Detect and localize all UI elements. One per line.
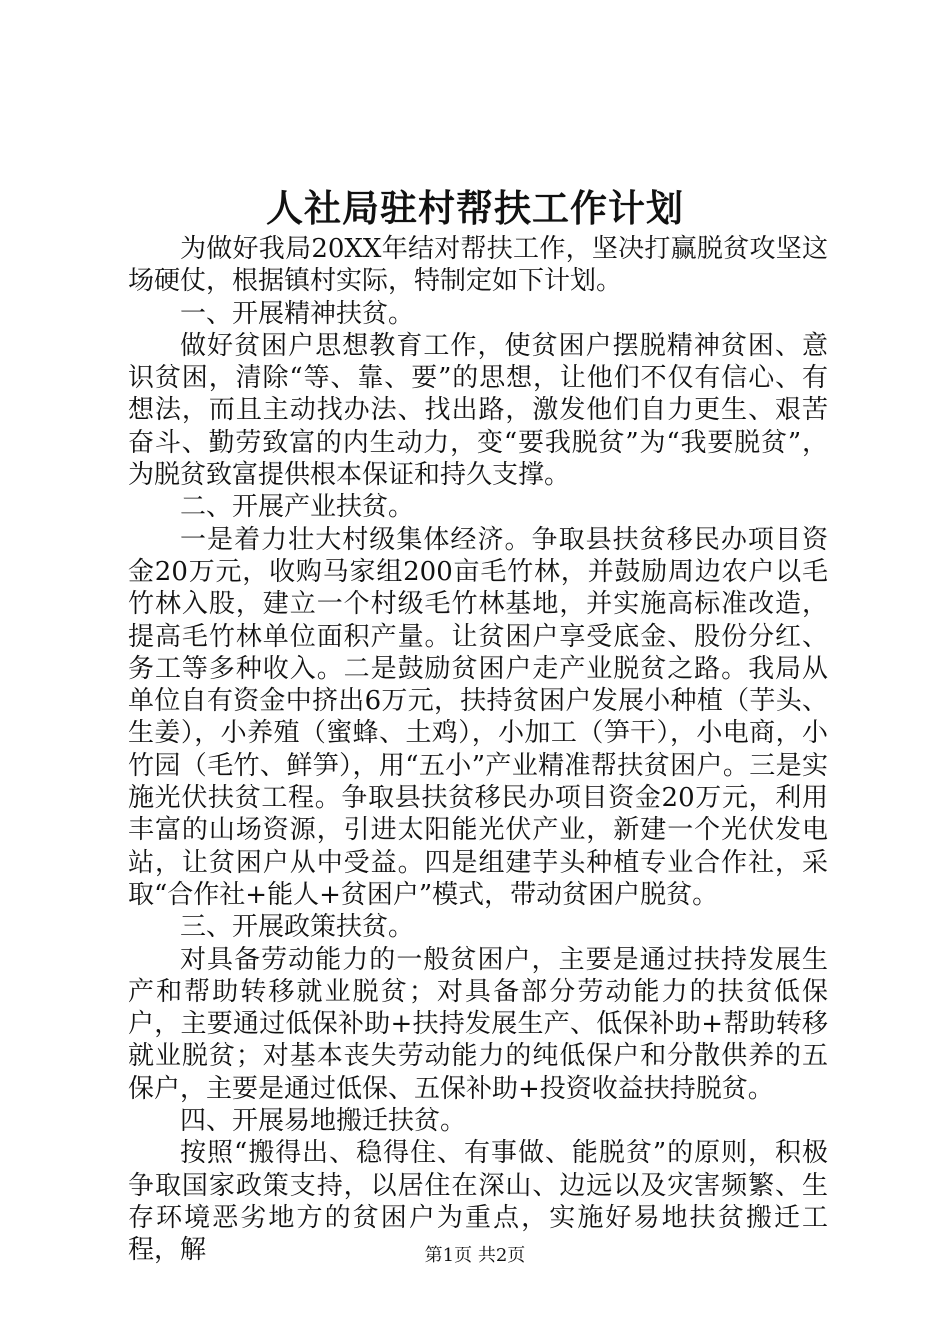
document-title: 人社局驻村帮扶工作计划	[266, 186, 684, 230]
paragraph-section-2: 一是着力壮大村级集体经济。争取县扶贫移民办项目资金20万元，收购马家组200亩毛竹林，并鼓励周边农户以毛竹林入股，建立一个村级毛竹林基地，并实施高标准改造，提高毛竹林单位面积产量。让贫困户享受底金、股份分红、务工等多种收入。二是鼓励贫困户走产业脱贫之路。我局从单位自有资金中挤出6万元，扶持贫困户发展小种植（芋头、生姜），小养殖（蜜蜂、土鸡），小加工（笋干），小电商，小竹园（毛竹、鲜笋），用“五小”产业精准帮扶贫困户。三是实施光伏扶贫工程。争取县扶贫移民办项目资金20万元，利用丰富的山场资源，引进太阳能光伏产业，新建一个光伏发电站，让贫困户从中受益。四是组建芋头种植专业合作社，采取“合作社+能人+贫困户”模式，带动贫困户脱贫。	[128, 524, 828, 910]
paragraph-section-3: 对具备劳动能力的一般贫困户，主要是通过扶持发展生产和帮助转移就业脱贫；对具备部分劳动能力的扶贫低保户，主要通过低保补助+扶持发展生产、低保补助+帮助转移就业脱贫；对基本丧失劳动能力的纯低保户和分散供养的五保户，主要是通过低保、五保补助+投资收益扶持脱贫。	[128, 944, 828, 1104]
paragraph-section-4: 按照“搬得出、稳得住、有事做、能脱贫”的原则，积极争取国家政策支持，以居住在深山、边远以及灾害频繁、生存环境恶劣地方的贫困户为重点，实施好易地扶贫搬迁工程，解	[128, 1138, 828, 1266]
document-body	[128, 233, 828, 1267]
section-heading-3: 三、开展政策扶贫。	[180, 912, 415, 943]
section-heading-4: 四、开展易地搬迁扶贫。	[180, 1106, 467, 1137]
paragraph-section-1: 做好贫困户思想教育工作，使贫困户摆脱精神贫困、意识贫困，清除“等、靠、要”的思想，让他们不仅有信心、有想法，而且主动找办法、找出路，激发他们自力更生、艰苦奋斗、勤劳致富的内生动力，变“要我脱贫”为“我要脱贫”，为脱贫致富提供根本保证和持久支撑。	[128, 330, 828, 491]
page-number-footer: 第1页 共2页	[424, 1245, 526, 1266]
section-heading-1: 一、开展精神扶贫。	[180, 298, 415, 329]
paragraph-intro: 为做好我局20XX年结对帮扶工作，坚决打赢脱贫攻坚这场硬仗，根据镇村实际，特制定如下计划。	[128, 234, 828, 297]
section-heading-2: 二、开展产业扶贫。	[180, 492, 415, 523]
